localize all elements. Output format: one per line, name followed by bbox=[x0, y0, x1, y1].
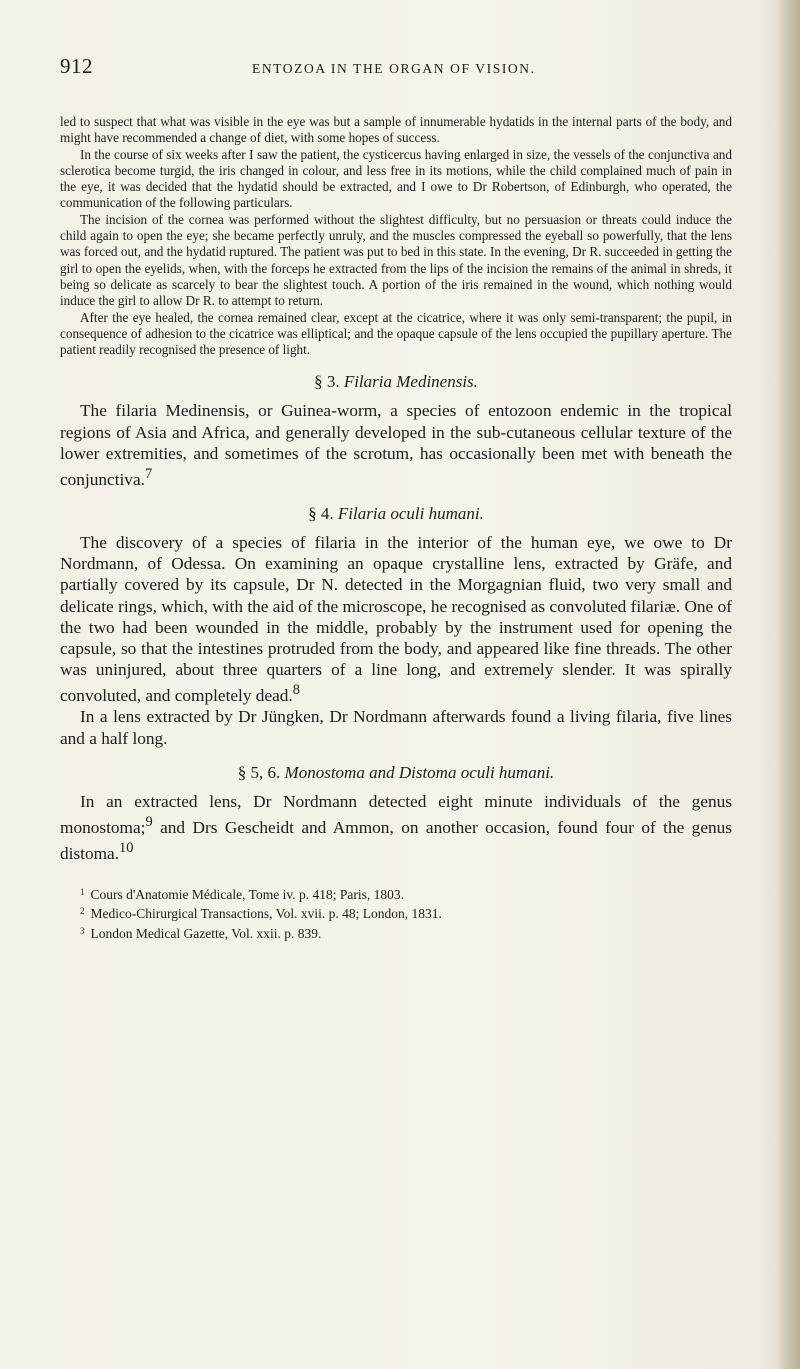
section-5-6-text-a: In an extracted lens, Dr Nordmann detected eight minute individuals of the genus monostoma; bbox=[60, 791, 732, 837]
paragraph-cysticercus: In the course of six weeks after I saw the patient, the cysticercus having enlarged in size, the vessels of the conjunctiva and sclerotica become turgid, the iris changed in colour, and less free in its motions, while the child complained much of pain in the eye, it was decided that the hydatid should be extracted, and I owe to Dr Robertson, of Edinburgh, who operated, the communication of the following particulars. bbox=[60, 146, 732, 211]
section-4-heading bbox=[60, 504, 732, 524]
running-head: ENTOZOA IN THE ORGAN OF VISION. bbox=[252, 61, 536, 76]
footnote-ref-9: 9 bbox=[145, 814, 153, 831]
footnote-mark: 1 bbox=[80, 886, 85, 897]
footnote-mark: 3 bbox=[80, 925, 85, 936]
footnote bbox=[60, 903, 732, 923]
paragraph-incision: The incision of the cornea was performed without the slightest difficulty, but no persuasion or threats could induce the child again to open the eye; she became perfectly unruly, and the muscles compressed the eyeball so powerfully, that the lens was forced out, and the hydatid ruptured. The patient was put to bed in this state. In the evening, Dr R. succeeded in getting the girl to open the eyelids, when, with the forceps he extracted from the lips of the incision the remains of the animal in shreds, it being so delicate as scarcely to bear the slightest touch. A portion of the iris remained in the wound, which nothing would induce the girl to allow Dr R. to attempt to return. bbox=[60, 211, 732, 309]
footnotes bbox=[60, 884, 732, 943]
section-5-6-text-b: and Drs Gescheidt and Ammon, on another occasion, found four of the genus distoma. bbox=[60, 817, 732, 863]
paragraph-continuation: led to suspect that what was visible in the eye was but a sample of innumerable hydatids in the internal parts of the body, and might have recommended a change of diet, with some hopes of success. bbox=[60, 114, 732, 146]
section-3-paragraph bbox=[60, 400, 732, 490]
footnote-text: Cours d'Anatomie Médicale, Tome iv. p. 418; Paris, 1803. bbox=[90, 886, 404, 902]
footnote-ref-8: 8 bbox=[292, 682, 300, 699]
footnote-text: London Medical Gazette, Vol. xxii. p. 839. bbox=[90, 925, 322, 941]
section-5-6-number: § 5, 6. bbox=[237, 762, 281, 782]
paragraph-healing: After the eye healed, the cornea remained clear, except at the cicatrice, where it was only semi-transparent; the pupil, in consequence of adhesion to the cicatrice was elliptical; and the opaque capsule of the lens occupied the pupillary aperture. The patient readily recognised the presence of light. bbox=[60, 309, 732, 358]
section-3-heading bbox=[60, 372, 732, 392]
footnote bbox=[60, 884, 732, 904]
section-4-paragraph-1 bbox=[60, 532, 732, 706]
section-5-6-title: Monostoma and Distoma oculi humani. bbox=[284, 762, 555, 782]
footnote-text: Medico-Chirurgical Transactions, Vol. xvii. p. 48; London, 1831. bbox=[90, 906, 442, 922]
footnote-ref-10: 10 bbox=[119, 840, 134, 856]
page-content bbox=[60, 114, 732, 942]
footnote-mark: 2 bbox=[80, 906, 85, 917]
footnote bbox=[60, 923, 732, 943]
section-5-6-heading bbox=[60, 763, 732, 783]
footnote-ref-7: 7 bbox=[144, 466, 153, 483]
section-3-title: Filaria Medinensis. bbox=[343, 372, 478, 392]
section-3-text: The filaria Medinensis, or Guinea-worm, a species of entozoon endemic in the tropical regions of Asia and Africa, and generally developed in the sub-cutaneous cellular texture of the lower extremities, and sometimes of the scrotum, has occasionally been met with beneath the conjunctiva. bbox=[60, 401, 732, 489]
page-edge-shadow bbox=[778, 0, 800, 1369]
section-3-number: § 3. bbox=[314, 372, 340, 392]
section-4-text-1: The discovery of a species of filaria in the interior of the human eye, we owe to Dr Nordmann, of Odessa. On examining an opaque crystalline lens, extracted by Gräfe, and partially covered by its capsule, Dr N. detected in the Morgagnian fluid, two very small and delicate rings, which, with the aid of the microscope, he recognised as convoluted filariæ. One of the two had been wounded in the middle, probably by the instrument used for opening the capsule, so that the intestines protruded from the body, and appeared like fine threads. The other was uninjured, about three quarters of a line long, and extremely slender. It was spirally convoluted, and completely dead. bbox=[60, 533, 732, 706]
section-5-6-paragraph bbox=[60, 791, 732, 864]
section-4-number: § 4. bbox=[308, 504, 334, 524]
page-number: 912 bbox=[60, 54, 93, 78]
section-4-paragraph-2: In a lens extracted by Dr Jüngken, Dr Nordmann afterwards found a living filaria, five lines and a half long. bbox=[60, 707, 732, 748]
page-header bbox=[60, 54, 730, 84]
section-4-title: Filaria oculi humani. bbox=[337, 504, 484, 524]
